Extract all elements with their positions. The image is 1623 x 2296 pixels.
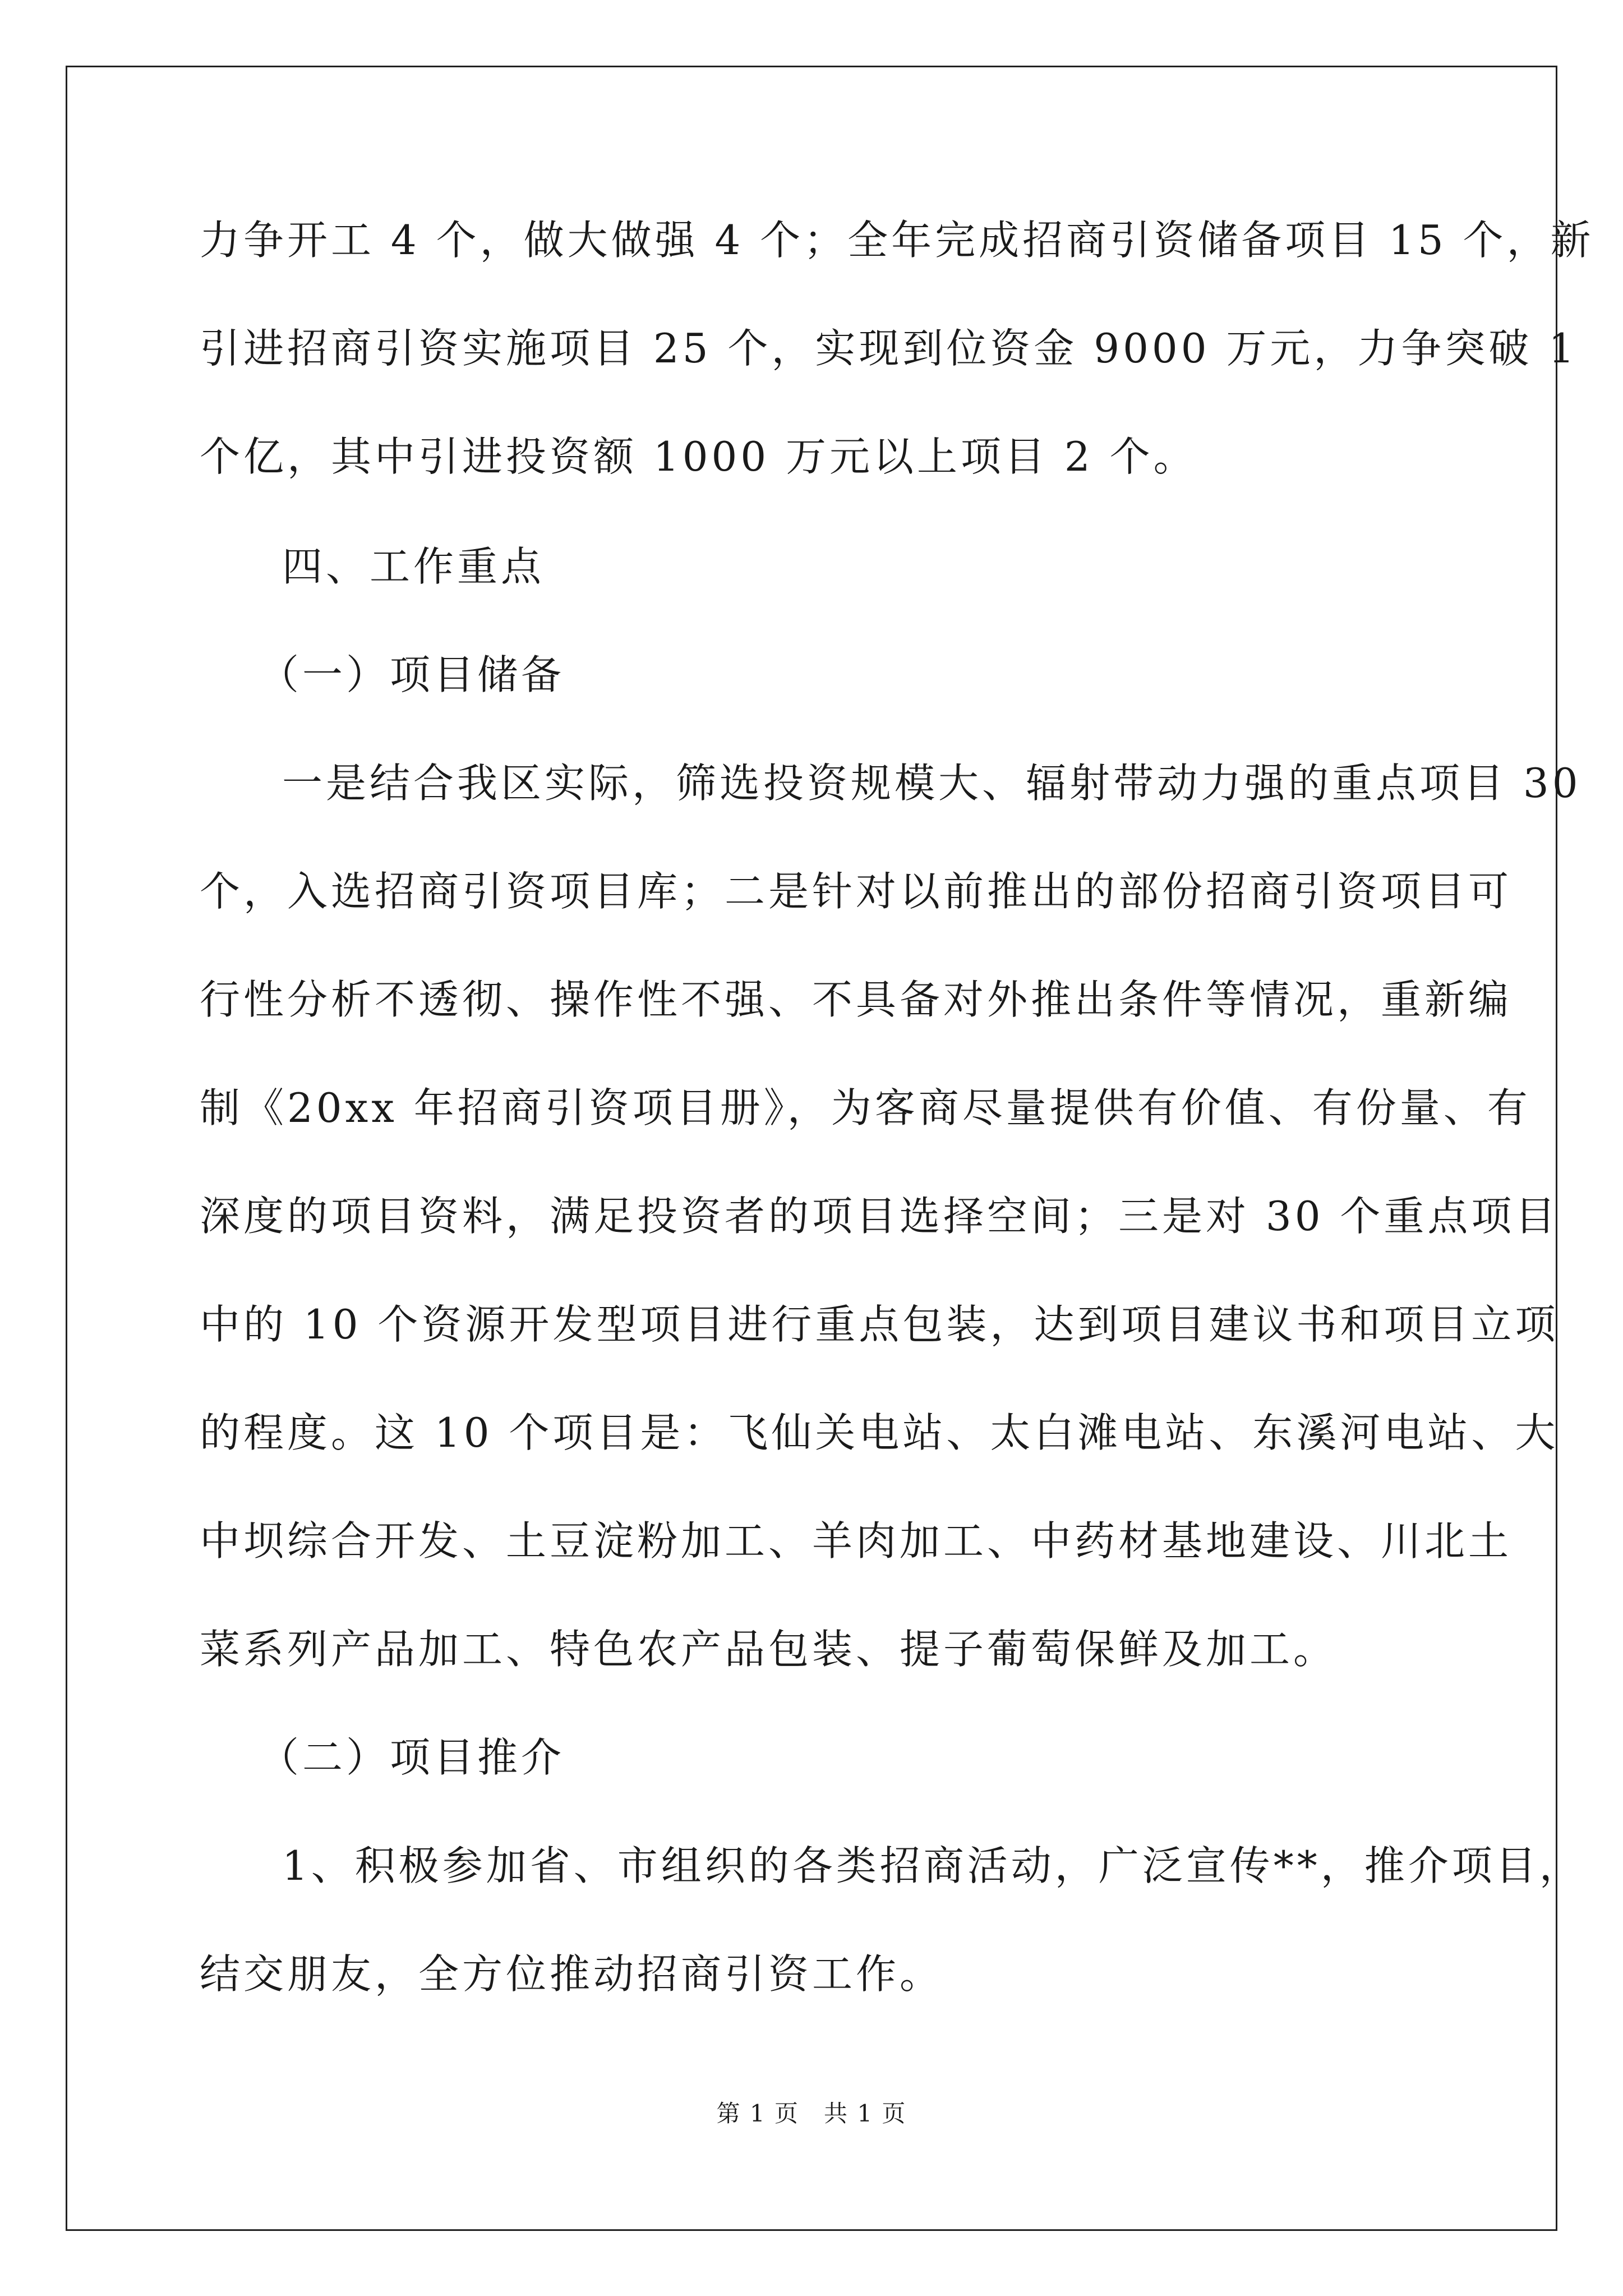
text-line: 行性分析不透彻、操作性不强、不具备对外推出条件等情况，重新编 [200, 976, 1513, 1023]
text-line: 中的 10 个资源开发型项目进行重点包装，达到项目建议书和项目立项 [200, 1301, 1559, 1348]
subsection-heading: （一）项目储备 [259, 651, 565, 698]
text-line: 中坝综合开发、土豆淀粉加工、羊肉加工、中药材基地建设、川北土 [200, 1517, 1513, 1565]
page-number-footer: 第 1 页 共 1 页 [716, 2100, 907, 2127]
text-line: 菜系列产品加工、特色农产品包装、提子葡萄保鲜及加工。 [200, 1626, 1338, 1673]
text-line: 个亿，其中引进投资额 1000 万元以上项目 2 个。 [200, 433, 1197, 480]
text-line: 1、积极参加省、市组织的各类招商活动，广泛宣传**，推介项目， [282, 1842, 1583, 1889]
page-border [66, 66, 1557, 2231]
text-line: 结交朋友，全方位推动招商引资工作。 [200, 1950, 944, 1998]
text-line: 个，入选招商引资项目库；二是针对以前推出的部份招商引资项目可 [200, 868, 1513, 915]
text-line: 的程度。这 10 个项目是：飞仙关电站、太白滩电站、东溪河电站、大 [200, 1409, 1559, 1456]
text-line: 引进招商引资实施项目 25 个，实现到位资金 9000 万元，力争突破 1 [200, 325, 1578, 372]
text-line: 一是结合我区实际，筛选投资规模大、辐射带动力强的重点项目 30 [282, 760, 1581, 807]
text-line: 深度的项目资料，满足投资者的项目选择空间；三是对 30 个重点项目 [200, 1193, 1559, 1240]
section-heading: 四、工作重点 [282, 543, 545, 590]
subsection-heading: （二）项目推介 [259, 1734, 565, 1781]
text-line: 制《20xx 年招商引资项目册》，为客商尽量提供有价值、有份量、有 [200, 1084, 1531, 1131]
text-line: 力争开工 4 个，做大做强 4 个；全年完成招商引资储备项目 15 个，新 [200, 217, 1594, 264]
